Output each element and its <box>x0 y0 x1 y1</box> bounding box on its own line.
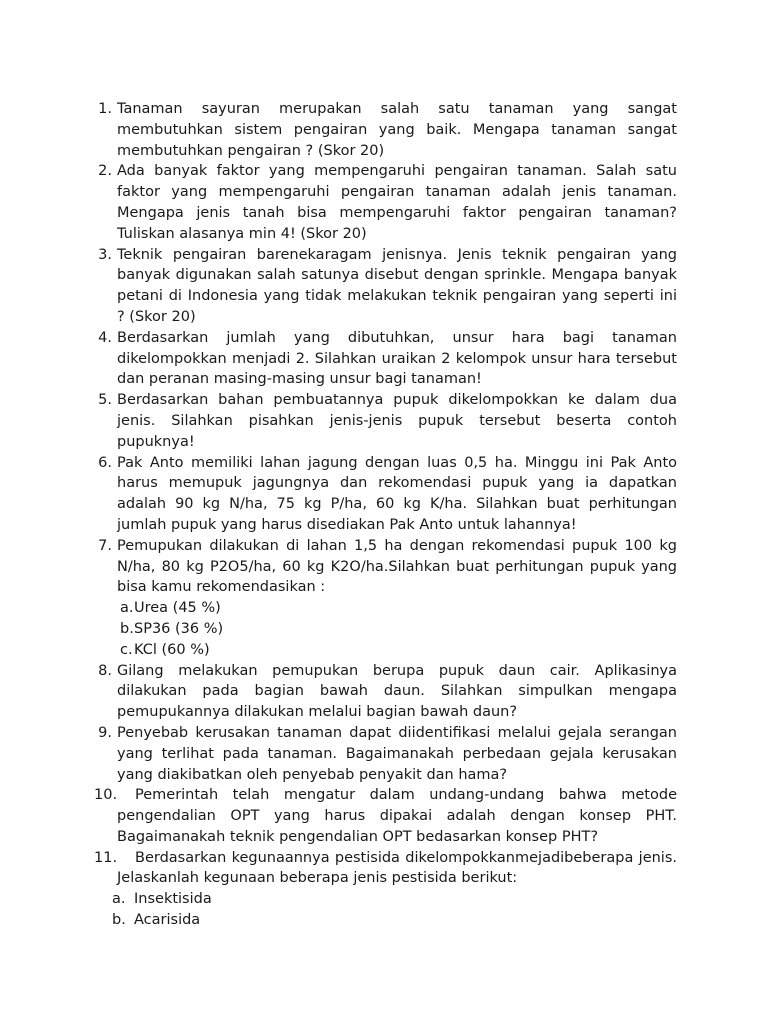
question-text: Teknik pengairan barenekaragam jenisnya. Jenis teknik pengairan yang banyak digunakan salah satunya disebut dengan sprinkle. Mengapa banyak petani di Indonesia yang tidak melakukan teknik pengairan yang seperti ini ? (Skor 20) <box>117 246 677 325</box>
option-text: SP36 (36 %) <box>134 620 224 637</box>
option-text: Urea (45 %) <box>134 600 221 617</box>
option-item <box>90 598 677 619</box>
question-number: 7. <box>98 537 112 554</box>
question-text: Berdasarkan jumlah yang dibutuhkan, unsur hara bagi tanaman dikelompokkan menjadi 2. Silahkan uraikan 2 kelompok unsur hara tersebut dan peranan masing-masing unsur bagi tanaman! <box>117 329 677 388</box>
question-number: 8. <box>98 662 112 679</box>
option-letter: a. <box>120 600 134 617</box>
question-text: Penyebab kerusakan tanaman dapat diidentifikasi melalui gejala serangan yang terlihat pada tanaman. Bagaimanakah perbedaan gejala kerusakan yang diakibatkan oleh penyebab penyakit dan hama? <box>117 724 677 783</box>
question-6 <box>90 453 677 536</box>
option-item <box>90 619 677 640</box>
question-9 <box>90 723 677 785</box>
option-letter: a. <box>112 891 126 908</box>
question-text: Berdasarkan kegunaannya pestisida dikelompokkanmejadibeberapa jenis. Jelaskanlah kegunaan beberapa jenis pestisida berikut: <box>117 849 677 887</box>
question-3 <box>90 245 677 328</box>
option-text: Acarisida <box>134 912 201 929</box>
question-list <box>90 99 677 931</box>
question-number: 4. <box>98 329 112 346</box>
question-2 <box>90 161 677 244</box>
question-text: Pemupukan dilakukan di lahan 1,5 ha dengan rekomendasi pupuk 100 kg N/ha, 80 kg P2O5/ha, 60 kg K2O/ha.Silahkan buat perhitungan pupuk yang bisa kamu rekomendasikan : <box>117 537 677 596</box>
question-11 <box>90 848 677 890</box>
option-item <box>90 889 677 910</box>
question-text: Berdasarkan bahan pembuatannya pupuk dikelompokkan ke dalam dua jenis. Silahkan pisahkan jenis-jenis pupuk tersebut beserta contoh pupuknya! <box>117 392 677 450</box>
question-text: Tanaman sayuran merupakan salah satu tanaman yang sangat membutuhkan sistem pengairan yang baik. Mengapa tanaman sangat membutuhkan pengairan ? (Skor 20) <box>117 101 677 159</box>
question-number: 6. <box>98 454 112 471</box>
question-8 <box>90 661 677 723</box>
option-item <box>90 910 677 931</box>
question-number: 11. <box>94 849 118 866</box>
question-number: 2. <box>98 163 112 180</box>
question-number: 10. <box>94 787 118 804</box>
question-number: 5. <box>98 392 112 409</box>
question-text: Ada banyak faktor yang mempengaruhi pengairan tanaman. Salah satu faktor yang mempengaruhi pengairan tanaman adalah jenis tanaman. Mengapa jenis tanah bisa mempengaruhi faktor pengairan tanaman? Tuliskan alasanya min 4! (Skor 20) <box>117 163 677 242</box>
question-7 <box>90 536 677 598</box>
question-number: 3. <box>98 246 112 263</box>
question-number: 9. <box>98 724 112 741</box>
option-letter: b. <box>120 620 134 637</box>
option-letter: b. <box>112 912 126 929</box>
question-text: Pak Anto memiliki lahan jagung dengan luas 0,5 ha. Minggu ini Pak Anto harus memupuk jagungnya dan rekomendasi pupuk yang ia dapatkan adalah 90 kg N/ha, 75 kg P/ha, 60 kg K/ha. Silahkan buat perhitungan jumlah pupuk yang harus disediakan Pak Anto untuk lahannya! <box>117 454 677 533</box>
question-number: 1. <box>98 101 112 117</box>
question-5 <box>90 390 677 452</box>
option-text: Insektisida <box>134 891 212 908</box>
question-text: Gilang melakukan pemupukan berupa pupuk daun cair. Aplikasinya dilakukan pada bagian bawah daun. Silahkan simpulkan mengapa pemupukannya dilakukan melalui bagian bawah daun? <box>117 662 677 721</box>
question-1 <box>90 99 677 161</box>
option-text: KCl (60 %) <box>134 641 210 658</box>
question-text: Pemerintah telah mengatur dalam undang-undang bahwa metode pengendalian OPT yang harus dipakai adalah dengan konsep PHT. Bagaimanakah teknik pengendalian OPT bedasarkan konsep PHT? <box>117 787 677 845</box>
option-item <box>90 640 677 661</box>
option-letter: c. <box>120 641 133 658</box>
question-4 <box>90 328 677 390</box>
question-10 <box>90 785 677 847</box>
